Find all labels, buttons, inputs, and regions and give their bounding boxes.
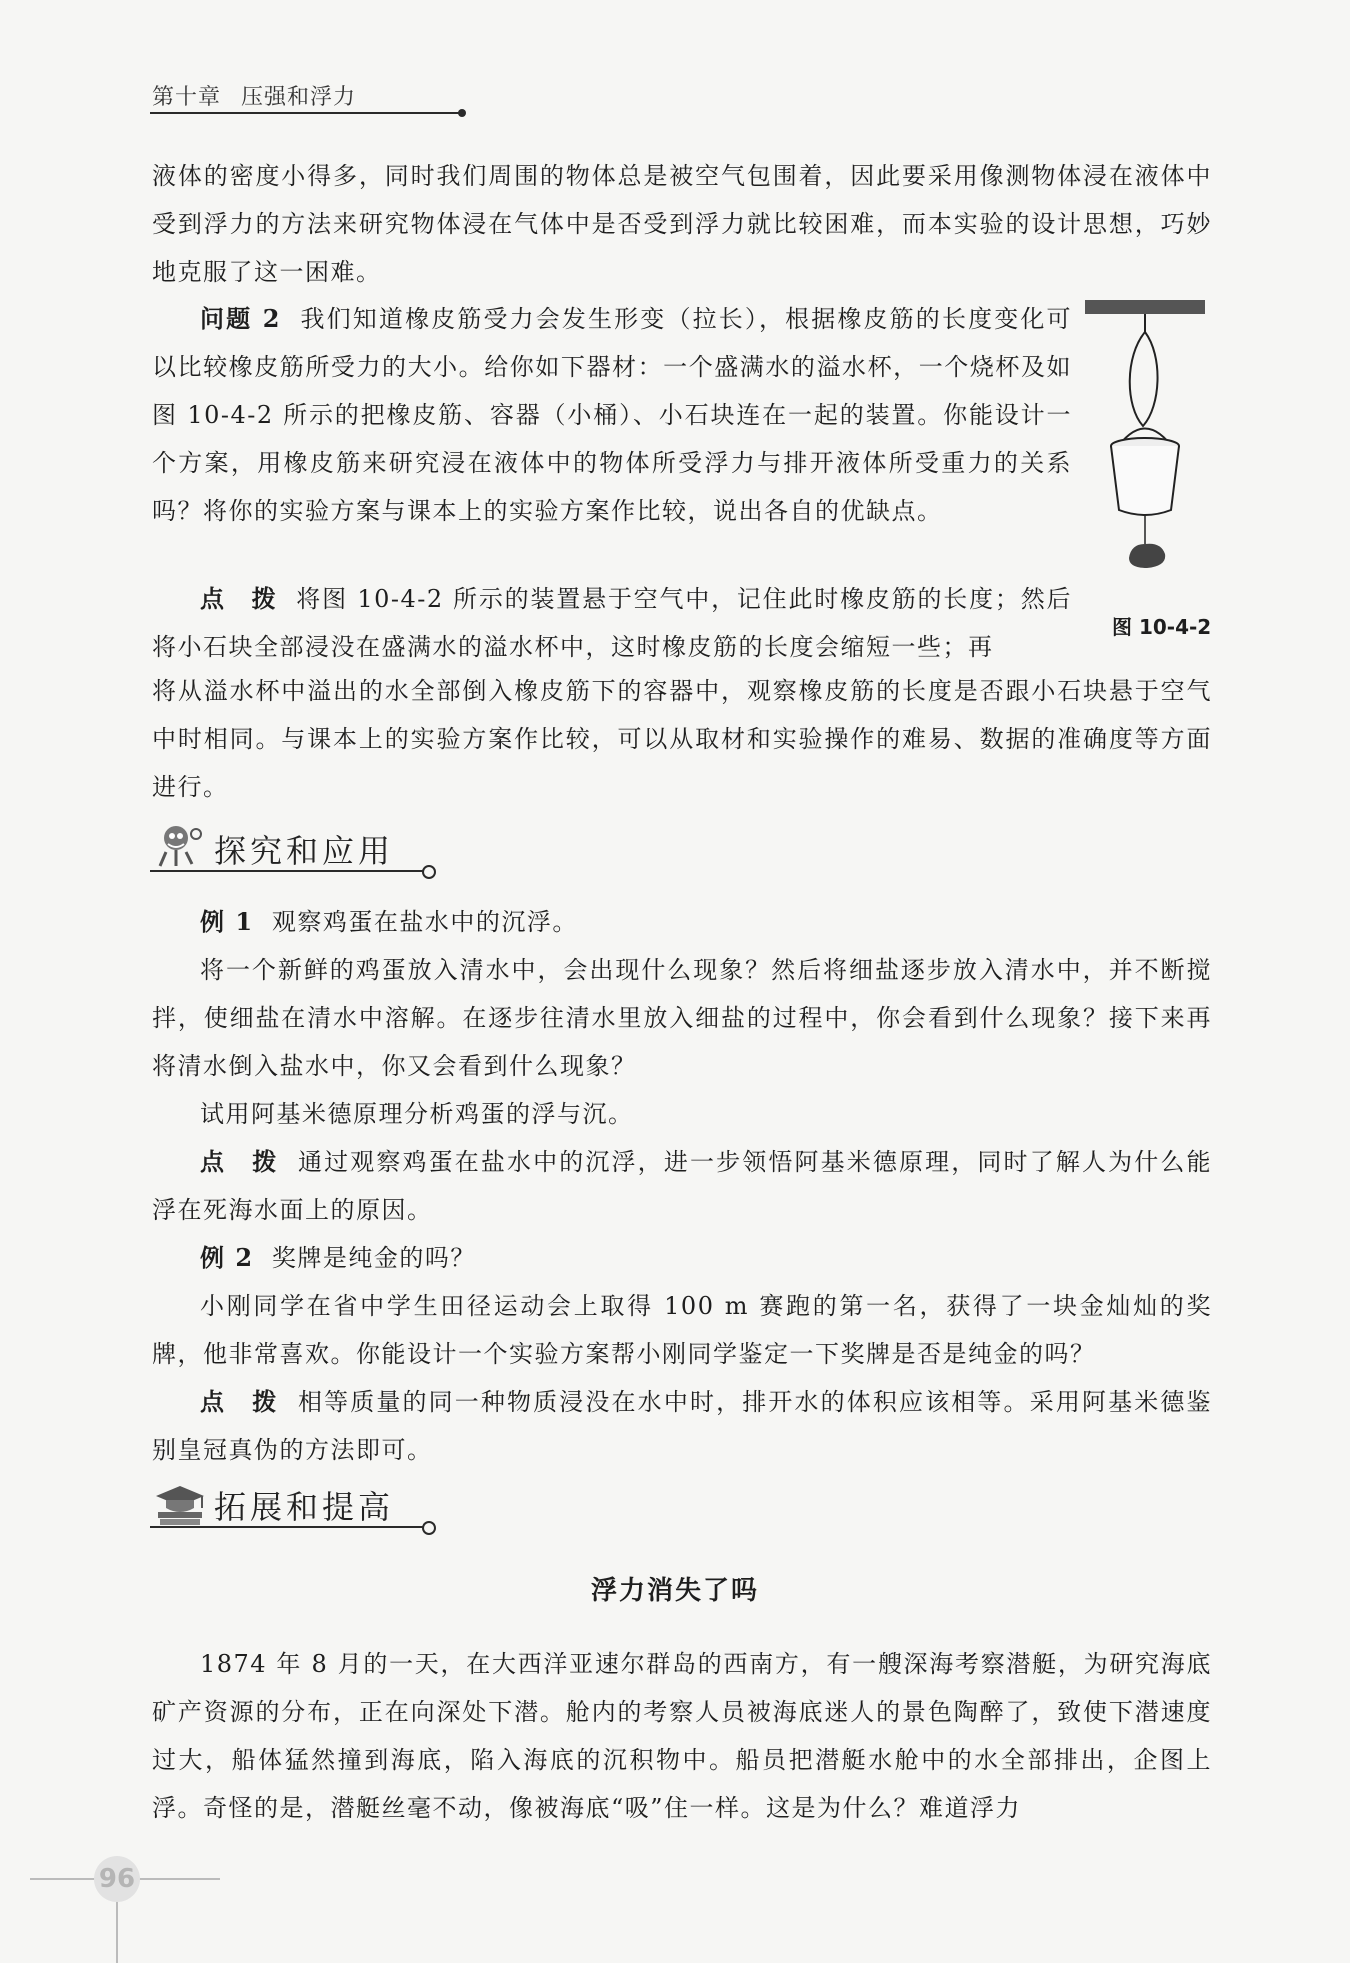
question-2	[152, 295, 1072, 535]
section-rule	[150, 1526, 424, 1528]
hint-label: 点 拨	[200, 584, 278, 613]
section-heading-extend	[150, 1478, 440, 1528]
hint-text: 相等质量的同一种物质浸没在水中时，排开水的体积应该相等。采用阿基米德鉴别皇冠真伪的方法即可。	[152, 1388, 1212, 1464]
example-2-heading	[152, 1234, 1212, 1282]
question-2-label: 问题 2	[200, 304, 281, 333]
rubber-band	[1130, 332, 1158, 426]
section-heading-explore	[150, 822, 440, 872]
example-1-title: 观察鸡蛋在盐水中的沉浮。	[271, 908, 578, 936]
header-rule-dot	[458, 109, 466, 117]
section-rule-ring	[422, 865, 436, 879]
question-2-hint-b: 将从溢水杯中溢出的水全部倒入橡皮筋下的容器中，观察橡皮筋的长度是否跟小石块悬于空气中时相同。与课本上的实验方案作比较，可以从取材和实验操作的难易、数据的准确度等方面进行。	[152, 677, 1212, 801]
article-paragraph: 1874 年 8 月的一天，在大西洋亚速尔群岛的西南方，有一艘深海考察潜艇，为研究海底矿产资源的分布，正在向深处下潜。舱内的考察人员被海底迷人的景色陶醉了，致使下潜速度过大，船体猛然撞到海底，陷入海底的沉积物中。船员把潜艇水舱中的水全部排出，企图上浮。奇怪的是，潜艇丝毫不动，像被海底“吸”住一样。这是为什么？难道浮力	[152, 1650, 1212, 1822]
example-1-body: 将一个新鲜的鸡蛋放入清水中，会出现什么现象？然后将细盐逐步放入清水中，并不断搅拌，使细盐在清水中溶解。在逐步往清水里放入细盐的过程中，你会看到什么现象？接下来再将清水倒入盐水中，你又会看到什么现象？	[152, 956, 1212, 1080]
header-rule	[150, 112, 462, 114]
hint-label: 点 拨	[200, 1147, 279, 1176]
question-2-hint-a	[152, 575, 1072, 671]
page-number: 96	[94, 1856, 140, 1902]
example-2-hint	[152, 1378, 1212, 1474]
hint-text: 将图 10-4-2 所示的装置悬于空气中，记住此时橡皮筋的长度；然后将小石块全部浸没在盛满水的溢水杯中，这时橡皮筋的长度会缩短一些；再	[152, 585, 1073, 661]
small-stone	[1129, 544, 1165, 568]
section-title: 拓展和提高	[214, 1488, 395, 1526]
example-2-body: 小刚同学在省中学生田径运动会上取得 100 m 赛跑的第一名，获得了一块金灿灿的奖牌，他非常喜欢。你能设计一个实验方案帮小刚同学鉴定一下奖牌是否是纯金的吗？	[152, 1292, 1212, 1368]
ceiling-bar	[1085, 300, 1205, 314]
example-2-label: 例 2	[200, 1243, 254, 1272]
chapter-title: 压强和浮力	[241, 85, 357, 110]
graduation-cap-books-icon	[152, 1478, 208, 1526]
article-title: 浮力消失了吗	[590, 1576, 759, 1606]
example-1-hint	[152, 1138, 1212, 1234]
figure-rubber-band-apparatus	[1085, 296, 1205, 586]
example-1-heading	[152, 898, 1212, 946]
running-header	[152, 80, 356, 111]
cartoon-explorer-icon	[152, 822, 208, 870]
figure-caption: 图 10-4-2	[1112, 615, 1212, 639]
example-2-title: 奖牌是纯金的吗？	[271, 1244, 476, 1272]
intro-paragraph: 液体的密度小得多，同时我们周围的物体总是被空气包围着，因此要采用像测物体浸在液体中受到浮力的方法来研究物体浸在气体中是否受到浮力就比较困难，而本实验的设计思想，巧妙地克服了这一困难。	[152, 162, 1212, 286]
hint-text: 通过观察鸡蛋在盐水中的沉浮，进一步领悟阿基米德原理，同时了解人为什么能浮在死海水面上的原因。	[152, 1148, 1212, 1224]
bucket-body	[1111, 446, 1179, 515]
section-rule	[150, 870, 424, 872]
section-rule-ring	[422, 1521, 436, 1535]
example-1-question: 试用阿基米德原理分析鸡蛋的浮与沉。	[200, 1100, 634, 1128]
question-2-text: 我们知道橡皮筋受力会发生形变（拉长），根据橡皮筋的长度变化可以比较橡皮筋所受力的大小。给你如下器材：一个盛满水的溢水杯，一个烧杯及如图 10-4-2 所示的把橡皮筋、容器（小桶）、小石块连在一起的装置。你能设计一个方案，用橡皮筋来研究浸在液体中的物体所受浮力与排开液体所受重力的关系吗？将你的实验方案与课本上的实验方案作比较，说出各自的优缺点。	[152, 305, 1072, 525]
hint-label: 点 拨	[200, 1387, 279, 1416]
section-title: 探究和应用	[214, 832, 395, 870]
chapter-number: 第十章	[152, 85, 222, 110]
example-1-label: 例 1	[200, 907, 254, 936]
